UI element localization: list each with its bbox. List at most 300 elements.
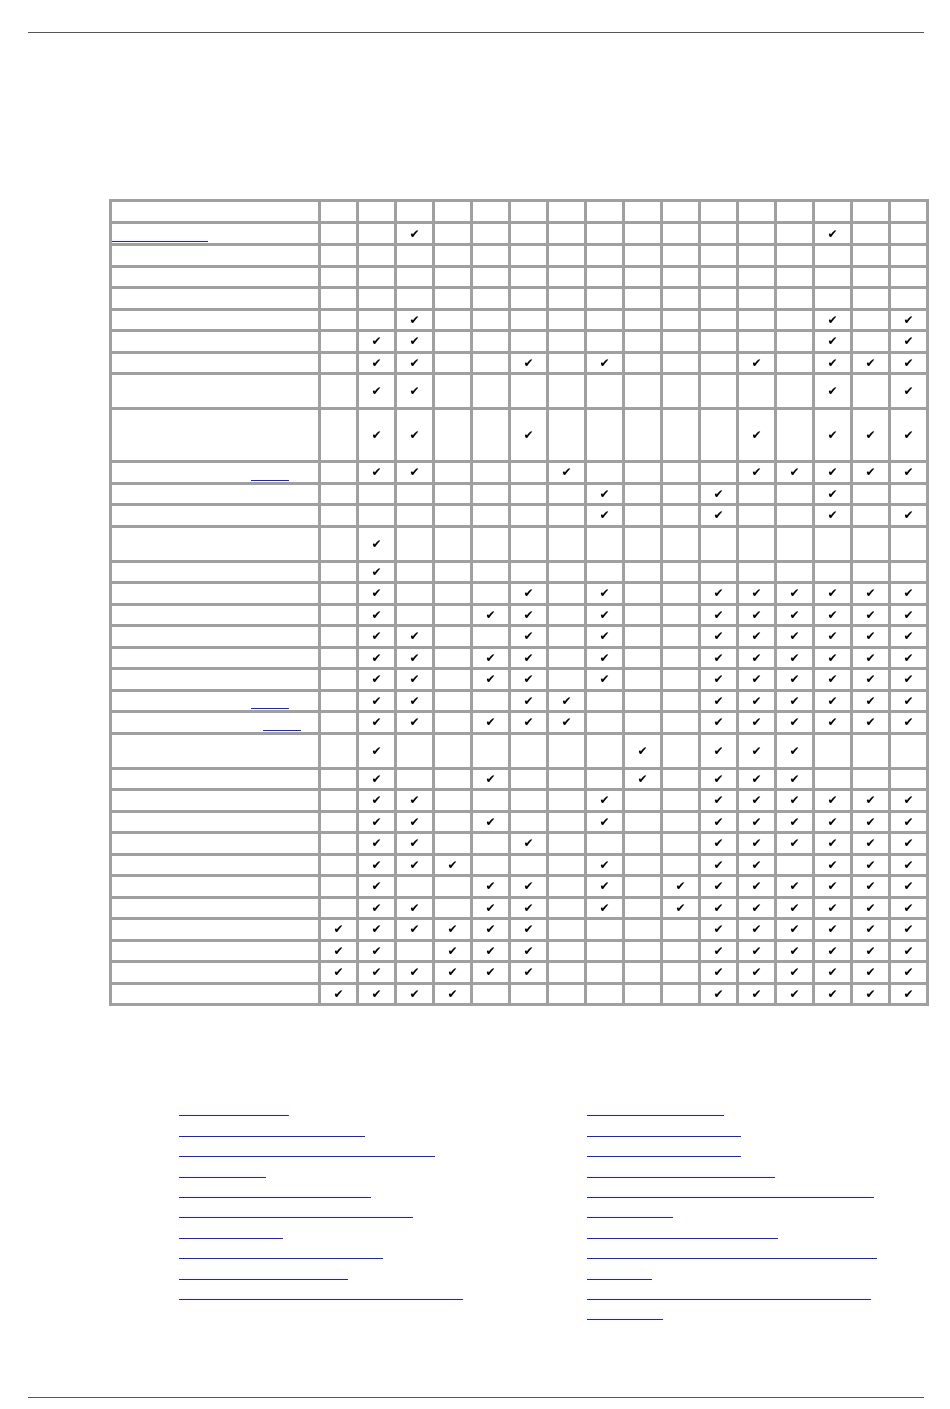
checkmark-icon: ✔ (713, 965, 724, 980)
matrix-cell (814, 790, 852, 812)
checkmark-icon: ✔ (485, 900, 496, 915)
matrix-cell (852, 223, 890, 245)
matrix-cell (624, 604, 662, 626)
matrix-cell (586, 604, 624, 626)
checkmark-icon: ✔ (903, 607, 914, 622)
link-item[interactable] (179, 1141, 479, 1161)
matrix-cell (396, 690, 434, 712)
checkmark-icon: ✔ (599, 900, 610, 915)
link-item[interactable] (179, 1263, 479, 1283)
checkmark-icon: ✔ (903, 715, 914, 730)
matrix-cell (814, 288, 852, 310)
matrix-cell (852, 288, 890, 310)
matrix-cell (396, 374, 434, 409)
matrix-cell (700, 647, 738, 669)
matrix-cell (662, 374, 700, 409)
matrix-cell (586, 626, 624, 648)
matrix-cell (738, 483, 776, 505)
checkmark-icon: ✔ (751, 428, 762, 442)
matrix-cell (434, 669, 472, 691)
link-item[interactable] (179, 1243, 479, 1263)
table-row (111, 309, 928, 331)
matrix-cell (548, 331, 586, 353)
matrix-cell (358, 352, 396, 374)
matrix-cell (510, 583, 548, 605)
row-link[interactable] (263, 730, 301, 731)
checkmark-icon: ✔ (827, 508, 838, 523)
matrix-cell (738, 223, 776, 245)
table-row (111, 561, 928, 583)
matrix-cell (624, 309, 662, 331)
checkmark-icon: ✔ (903, 586, 914, 601)
matrix-cell (548, 962, 586, 984)
link-item[interactable] (179, 1120, 479, 1140)
matrix-cell (852, 712, 890, 734)
checkmark-icon: ✔ (409, 384, 420, 398)
matrix-cell (586, 374, 624, 409)
checkmark-icon: ✔ (903, 355, 914, 370)
matrix-cell (738, 604, 776, 626)
matrix-cell (624, 983, 662, 1005)
checkmark-icon: ✔ (865, 879, 876, 894)
matrix-cell (320, 790, 358, 812)
matrix-cell (624, 626, 662, 648)
matrix-cell (358, 768, 396, 790)
table-row (111, 983, 928, 1005)
matrix-cell (776, 690, 814, 712)
checkmark-icon: ✔ (865, 943, 876, 958)
checkmark-icon: ✔ (409, 965, 420, 980)
checkmark-icon: ✔ (751, 900, 762, 915)
checkmark-icon: ✔ (713, 693, 724, 708)
checkmark-icon: ✔ (713, 857, 724, 872)
matrix-cell (890, 483, 928, 505)
checkmark-icon: ✔ (865, 836, 876, 851)
matrix-cell (434, 919, 472, 941)
matrix-cell (396, 223, 434, 245)
matrix-cell (738, 833, 776, 855)
checkmark-icon: ✔ (333, 965, 344, 980)
matrix-cell (814, 854, 852, 876)
checkmark-icon: ✔ (751, 355, 762, 370)
checkmark-icon: ✔ (789, 743, 800, 758)
matrix-cell (700, 690, 738, 712)
matrix-cell (434, 690, 472, 712)
link-item[interactable] (179, 1100, 479, 1120)
matrix-cell (434, 352, 472, 374)
matrix-cell (890, 331, 928, 353)
matrix-cell (662, 288, 700, 310)
link-underline (179, 1136, 365, 1137)
matrix-cell (890, 690, 928, 712)
table-row (111, 505, 928, 527)
matrix-cell (358, 505, 396, 527)
matrix-cell (814, 876, 852, 898)
matrix-cell (624, 854, 662, 876)
checkmark-icon: ✔ (789, 629, 800, 644)
matrix-cell (320, 833, 358, 855)
checkmark-icon: ✔ (865, 672, 876, 687)
row-link[interactable] (251, 480, 289, 481)
matrix-cell (586, 876, 624, 898)
link-item[interactable] (587, 1243, 887, 1263)
matrix-cell (700, 897, 738, 919)
checkmark-icon: ✔ (371, 814, 382, 829)
row-label-cell (111, 669, 320, 691)
checkmark-icon: ✔ (827, 943, 838, 958)
matrix-cell (396, 712, 434, 734)
matrix-cell (472, 462, 510, 484)
matrix-cell (662, 811, 700, 833)
link-underline (587, 1238, 778, 1239)
matrix-cell (776, 790, 814, 812)
checkmark-icon: ✔ (903, 672, 914, 687)
matrix-cell (586, 266, 624, 288)
link-list-left (179, 1100, 479, 1304)
matrix-cell (700, 409, 738, 462)
checkmark-icon: ✔ (713, 629, 724, 644)
link-item[interactable] (179, 1202, 479, 1222)
matrix-cell (396, 462, 434, 484)
link-item[interactable] (179, 1182, 479, 1202)
matrix-cell (586, 690, 624, 712)
matrix-cell (320, 223, 358, 245)
matrix-cell (510, 409, 548, 462)
table-row (111, 245, 928, 267)
matrix-cell (320, 583, 358, 605)
row-label-cell (111, 604, 320, 626)
matrix-cell (624, 583, 662, 605)
checkmark-icon: ✔ (713, 715, 724, 730)
checkmark-icon: ✔ (713, 650, 724, 665)
matrix-cell (320, 962, 358, 984)
matrix-cell (738, 768, 776, 790)
matrix-cell (548, 983, 586, 1005)
matrix-cell (510, 288, 548, 310)
checkmark-icon: ✔ (789, 693, 800, 708)
matrix-cell (396, 201, 434, 223)
matrix-cell (890, 201, 928, 223)
matrix-cell (852, 733, 890, 768)
matrix-cell (700, 983, 738, 1005)
matrix-cell (700, 288, 738, 310)
table-row (111, 223, 928, 245)
link-underline (179, 1238, 283, 1239)
checkmark-icon: ✔ (409, 465, 420, 480)
matrix-cell (548, 352, 586, 374)
matrix-cell (852, 483, 890, 505)
link-item[interactable] (587, 1202, 887, 1222)
matrix-cell (396, 833, 434, 855)
matrix-cell (852, 309, 890, 331)
matrix-cell (662, 790, 700, 812)
checkmark-icon: ✔ (447, 922, 458, 937)
checkmark-icon: ✔ (827, 428, 838, 442)
matrix-cell (510, 768, 548, 790)
matrix-cell (434, 505, 472, 527)
matrix-cell (396, 897, 434, 919)
matrix-cell (320, 919, 358, 941)
matrix-cell (852, 919, 890, 941)
checkmark-icon: ✔ (371, 384, 382, 398)
checkmark-icon: ✔ (827, 334, 838, 349)
matrix-cell (548, 690, 586, 712)
matrix-cell (320, 526, 358, 561)
matrix-cell (814, 505, 852, 527)
matrix-cell (776, 331, 814, 353)
link-item[interactable] (587, 1284, 887, 1304)
checkmark-icon: ✔ (903, 465, 914, 480)
matrix-cell (358, 526, 396, 561)
matrix-cell (776, 647, 814, 669)
matrix-cell (434, 940, 472, 962)
matrix-cell (776, 266, 814, 288)
matrix-cell (814, 561, 852, 583)
link-item[interactable] (587, 1222, 887, 1242)
matrix-cell (358, 669, 396, 691)
link-item[interactable] (587, 1304, 887, 1324)
matrix-cell (320, 374, 358, 409)
link-underline (587, 1299, 871, 1300)
checkmark-icon: ✔ (599, 629, 610, 644)
checkmark-icon: ✔ (751, 771, 762, 786)
matrix-cell (738, 919, 776, 941)
checkmark-icon: ✔ (789, 465, 800, 480)
matrix-cell (814, 647, 852, 669)
matrix-cell (624, 483, 662, 505)
matrix-cell (548, 526, 586, 561)
matrix-cell (776, 768, 814, 790)
matrix-cell (586, 854, 624, 876)
matrix-cell (548, 897, 586, 919)
table-row (111, 690, 928, 712)
checkmark-icon: ✔ (865, 650, 876, 665)
matrix-cell (358, 811, 396, 833)
table-row (111, 483, 928, 505)
checkmark-icon: ✔ (827, 629, 838, 644)
checkmark-icon: ✔ (713, 900, 724, 915)
matrix-cell (320, 462, 358, 484)
matrix-cell (548, 483, 586, 505)
matrix-cell (586, 897, 624, 919)
matrix-cell (586, 483, 624, 505)
matrix-cell (396, 811, 434, 833)
matrix-cell (738, 811, 776, 833)
checkmark-icon: ✔ (751, 465, 762, 480)
checkmark-icon: ✔ (865, 355, 876, 370)
matrix-cell (890, 505, 928, 527)
link-item[interactable] (179, 1222, 479, 1242)
footer-rule (28, 1397, 924, 1398)
matrix-cell (548, 919, 586, 941)
checkmark-icon: ✔ (903, 384, 914, 398)
checkmark-icon: ✔ (751, 965, 762, 980)
matrix-cell (776, 983, 814, 1005)
matrix-cell (814, 768, 852, 790)
matrix-cell (662, 733, 700, 768)
matrix-cell (738, 462, 776, 484)
matrix-cell (510, 647, 548, 669)
matrix-cell (662, 331, 700, 353)
matrix-cell (700, 352, 738, 374)
checkmark-icon: ✔ (599, 355, 610, 370)
matrix-cell (510, 940, 548, 962)
checkmark-icon: ✔ (713, 986, 724, 1001)
matrix-cell (776, 223, 814, 245)
matrix-cell (738, 647, 776, 669)
table-row (111, 266, 928, 288)
matrix-cell (472, 374, 510, 409)
checkmark-icon: ✔ (523, 836, 534, 851)
checkmark-icon: ✔ (371, 428, 382, 442)
matrix-cell (320, 409, 358, 462)
checkmark-icon: ✔ (751, 836, 762, 851)
matrix-cell (358, 897, 396, 919)
matrix-cell (624, 201, 662, 223)
matrix-cell (510, 790, 548, 812)
matrix-cell (814, 583, 852, 605)
table-row (111, 876, 928, 898)
matrix-cell (624, 712, 662, 734)
matrix-cell (700, 733, 738, 768)
matrix-cell (510, 505, 548, 527)
matrix-cell (738, 669, 776, 691)
matrix-cell (852, 811, 890, 833)
checkmark-icon: ✔ (523, 900, 534, 915)
link-item[interactable] (587, 1141, 887, 1161)
matrix-cell (548, 462, 586, 484)
matrix-cell (586, 790, 624, 812)
checkmark-icon: ✔ (713, 771, 724, 786)
checkmark-icon: ✔ (865, 586, 876, 601)
matrix-cell (814, 811, 852, 833)
matrix-cell (358, 604, 396, 626)
checkmark-icon: ✔ (675, 879, 686, 894)
matrix-cell (434, 983, 472, 1005)
matrix-cell (586, 940, 624, 962)
link-underline (179, 1156, 435, 1157)
link-item[interactable] (587, 1100, 887, 1120)
matrix-cell (358, 626, 396, 648)
row-label-cell (111, 245, 320, 267)
checkmark-icon: ✔ (599, 607, 610, 622)
link-item[interactable] (179, 1161, 479, 1181)
checkmark-icon: ✔ (827, 650, 838, 665)
matrix-cell (814, 962, 852, 984)
checkmark-icon: ✔ (827, 922, 838, 937)
matrix-cell (358, 876, 396, 898)
checkmark-icon: ✔ (409, 334, 420, 349)
checkmark-icon: ✔ (713, 672, 724, 687)
checkmark-icon: ✔ (827, 965, 838, 980)
row-label-cell (111, 962, 320, 984)
row-link[interactable] (112, 241, 208, 242)
matrix-cell (510, 331, 548, 353)
matrix-cell (776, 962, 814, 984)
checkmark-icon: ✔ (827, 857, 838, 872)
checkmark-icon: ✔ (903, 879, 914, 894)
matrix-cell (776, 876, 814, 898)
checkmark-icon: ✔ (713, 486, 724, 501)
matrix-cell (624, 561, 662, 583)
matrix-cell (548, 647, 586, 669)
matrix-cell (472, 983, 510, 1005)
table-row (111, 409, 928, 462)
link-item[interactable] (179, 1284, 479, 1304)
checkmark-icon: ✔ (751, 586, 762, 601)
matrix-cell (776, 374, 814, 409)
matrix-cell (890, 897, 928, 919)
matrix-cell (320, 561, 358, 583)
matrix-cell (624, 897, 662, 919)
link-underline (179, 1217, 413, 1218)
matrix-cell (776, 854, 814, 876)
checkmark-icon: ✔ (523, 879, 534, 894)
matrix-cell (548, 833, 586, 855)
matrix-cell (472, 309, 510, 331)
matrix-cell (510, 669, 548, 691)
matrix-cell (320, 669, 358, 691)
matrix-cell (700, 669, 738, 691)
matrix-cell (852, 833, 890, 855)
checkmark-icon: ✔ (409, 355, 420, 370)
link-item[interactable] (587, 1182, 887, 1202)
matrix-cell (358, 223, 396, 245)
matrix-cell (700, 201, 738, 223)
row-link[interactable] (251, 708, 289, 709)
matrix-cell (434, 733, 472, 768)
matrix-cell (776, 309, 814, 331)
matrix-cell (320, 854, 358, 876)
matrix-cell (434, 526, 472, 561)
checkmark-icon: ✔ (523, 650, 534, 665)
checkmark-icon: ✔ (713, 508, 724, 523)
matrix-cell (852, 331, 890, 353)
checkmark-icon: ✔ (333, 986, 344, 1001)
row-label-cell (111, 583, 320, 605)
link-item[interactable] (587, 1161, 887, 1181)
matrix-cell (852, 409, 890, 462)
link-item[interactable] (587, 1263, 887, 1283)
matrix-cell (472, 833, 510, 855)
checkmark-icon: ✔ (827, 355, 838, 370)
matrix-cell (548, 288, 586, 310)
matrix-cell (320, 331, 358, 353)
checkmark-icon: ✔ (409, 836, 420, 851)
matrix-cell (510, 561, 548, 583)
matrix-cell (890, 561, 928, 583)
matrix-cell (548, 811, 586, 833)
checkmark-icon: ✔ (827, 814, 838, 829)
matrix-cell (890, 854, 928, 876)
matrix-cell (662, 712, 700, 734)
matrix-cell (472, 919, 510, 941)
checkmark-icon: ✔ (789, 793, 800, 808)
checkmark-icon: ✔ (751, 986, 762, 1001)
matrix-cell (586, 712, 624, 734)
matrix-cell (548, 768, 586, 790)
matrix-cell (586, 201, 624, 223)
checkmark-icon: ✔ (447, 965, 458, 980)
matrix-cell (510, 374, 548, 409)
matrix-cell (586, 526, 624, 561)
header-rule (28, 32, 924, 33)
link-item[interactable] (587, 1120, 887, 1140)
link-underline (587, 1156, 741, 1157)
checkmark-icon: ✔ (523, 943, 534, 958)
matrix-cell (320, 505, 358, 527)
matrix-cell (434, 561, 472, 583)
